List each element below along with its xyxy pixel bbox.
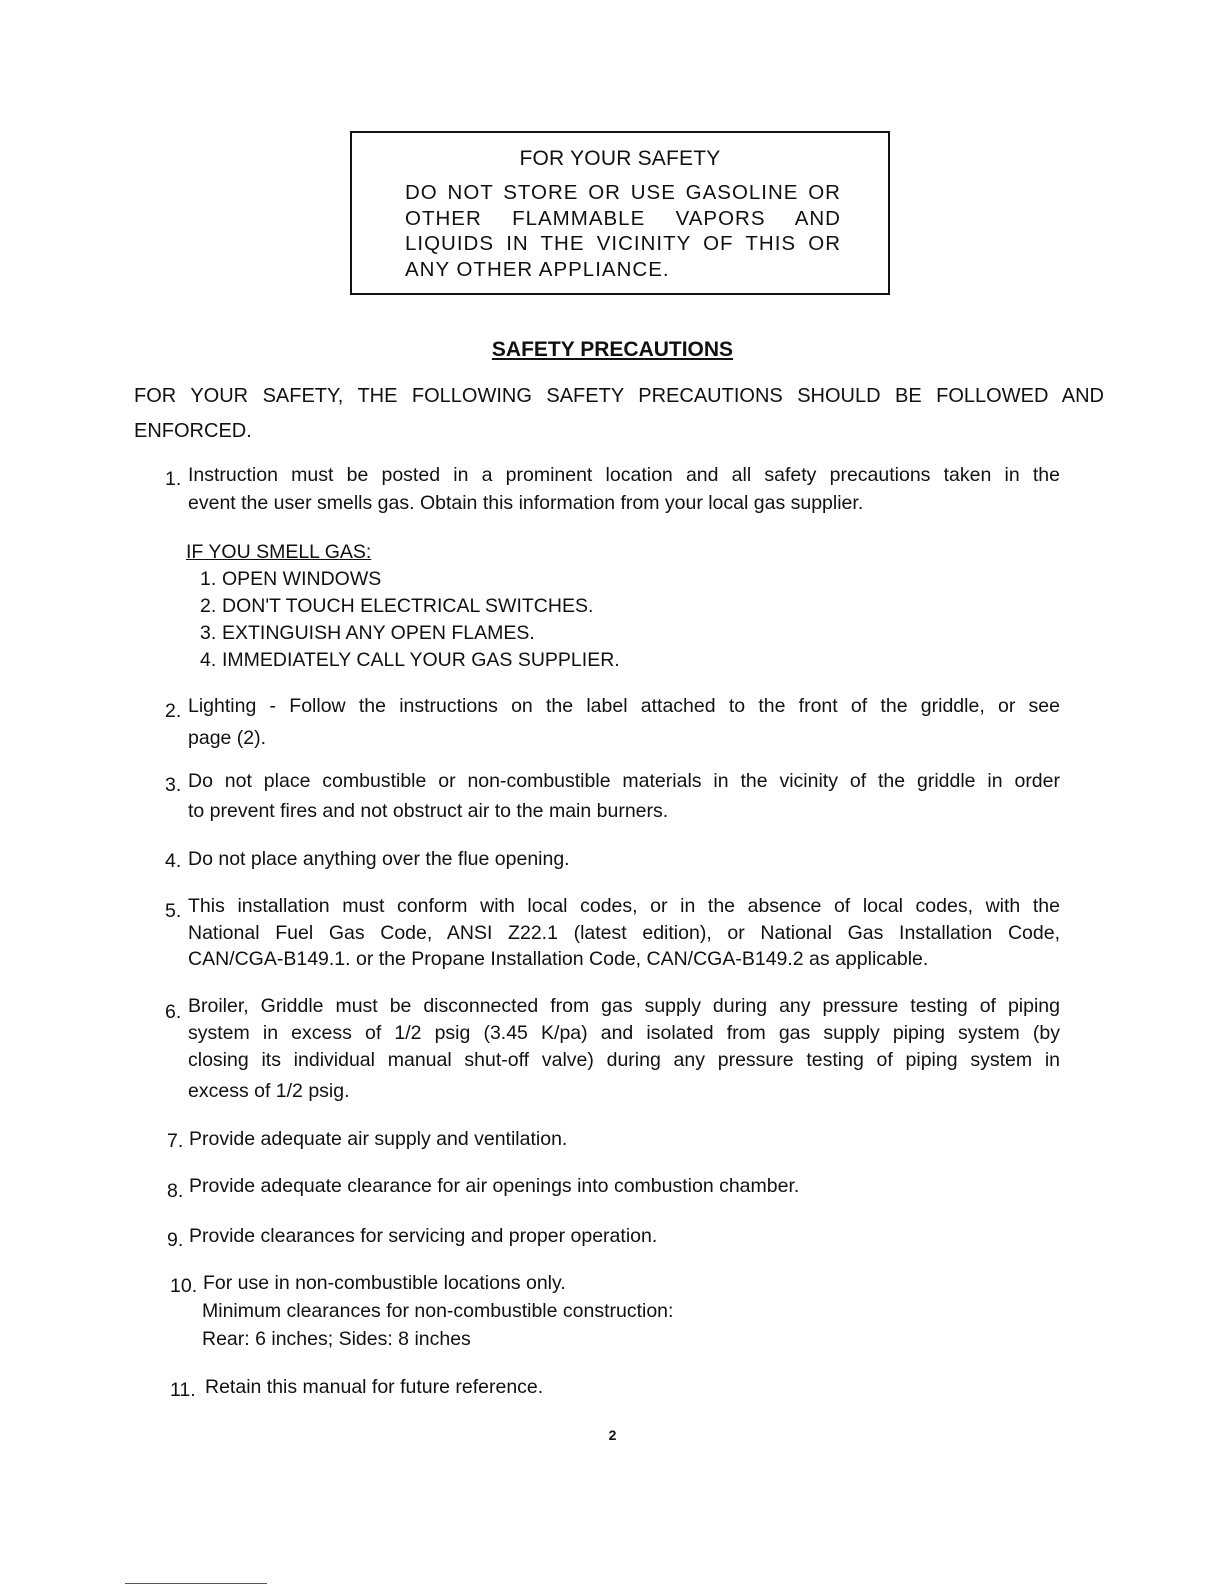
item-4-line: Do not place anything over the flue opening.: [188, 848, 570, 870]
item-5-line: CAN/CGA-B149.1. or the Propane Installation Code, CAN/CGA-B149.2 as applicable.: [188, 948, 929, 970]
item-6-line: Broiler, Griddle must be disconnected from gas supply during any pressure testing of piping: [188, 995, 1060, 1017]
safety-box-title: FOR YOUR SAFETY: [519, 147, 721, 170]
item-1-line: event the user smells gas. Obtain this information from your local gas supplier.: [188, 492, 864, 514]
safety-warning-box: [350, 131, 890, 295]
item-number: 9.: [167, 1229, 184, 1251]
smell-gas-heading: IF YOU SMELL GAS:: [186, 541, 372, 563]
footnote-rule: [125, 1583, 267, 1584]
smell-step-number: 3.: [200, 622, 217, 644]
intro-line: ENFORCED.: [134, 420, 252, 442]
item-number: 5.: [165, 900, 182, 922]
item-number: 3.: [165, 774, 182, 796]
item-number: 6.: [165, 1001, 182, 1023]
item-number: 2.: [165, 700, 182, 722]
item-11-line: Retain this manual for future reference.: [205, 1376, 544, 1398]
item-3-line: to prevent fires and not obstruct air to the main burners.: [188, 800, 669, 822]
item-10-line: Minimum clearances for non-combustible construction:: [202, 1300, 674, 1322]
item-1-line: Instruction must be posted in a prominent location and all safety precautions taken in the: [188, 464, 1060, 486]
item-2-line: page (2).: [188, 727, 267, 749]
item-number: 11.: [170, 1379, 196, 1401]
page-number: 2: [608, 1427, 617, 1443]
safety-box-line: OTHER FLAMMABLE VAPORS AND: [405, 207, 841, 230]
safety-box-line: LIQUIDS IN THE VICINITY OF THIS OR: [405, 232, 841, 255]
item-5-line: National Fuel Gas Code, ANSI Z22.1 (latest edition), or National Gas Installation Code,: [188, 922, 1060, 944]
smell-step: EXTINGUISH ANY OPEN FLAMES.: [222, 622, 535, 644]
safety-box-line: DO NOT STORE OR USE GASOLINE OR: [405, 181, 841, 204]
smell-step-number: 2.: [200, 595, 217, 617]
item-number: 4.: [165, 850, 182, 872]
smell-step: IMMEDIATELY CALL YOUR GAS SUPPLIER.: [222, 649, 620, 671]
item-9-line: Provide clearances for servicing and proper operation.: [189, 1225, 658, 1247]
item-10-line: Rear: 6 inches; Sides: 8 inches: [202, 1328, 471, 1350]
item-number: 8.: [167, 1180, 184, 1202]
item-number: 10.: [170, 1275, 198, 1297]
smell-step-number: 1.: [200, 568, 217, 590]
item-7-line: Provide adequate air supply and ventilation.: [189, 1128, 568, 1150]
smell-step-number: 4.: [200, 649, 217, 671]
item-10-line: For use in non-combustible locations only.: [203, 1272, 566, 1294]
item-3-line: Do not place combustible or non-combustible materials in the vicinity of the griddle in order: [188, 770, 1060, 792]
smell-step: DON'T TOUCH ELECTRICAL SWITCHES.: [222, 595, 594, 617]
section-heading: SAFETY PRECAUTIONS: [491, 338, 734, 361]
safety-box-line: ANY OTHER APPLIANCE.: [405, 258, 670, 281]
item-2-line: Lighting - Follow the instructions on the label attached to the front of the griddle, or see: [188, 695, 1060, 717]
item-5-line: This installation must conform with local codes, or in the absence of local codes, with the: [188, 895, 1060, 917]
item-number: 1.: [165, 468, 182, 490]
intro-line: FOR YOUR SAFETY, THE FOLLOWING SAFETY PRECAUTIONS SHOULD BE FOLLOWED AND: [134, 385, 1104, 407]
smell-step: OPEN WINDOWS: [222, 568, 382, 590]
item-8-line: Provide adequate clearance for air openings into combustion chamber.: [189, 1175, 800, 1197]
item-6-line: closing its individual manual shut-off valve) during any pressure testing of piping system in: [188, 1049, 1060, 1071]
item-6-line: system in excess of 1/2 psig (3.45 K/pa) and isolated from gas supply piping system (by: [188, 1022, 1060, 1044]
item-number: 7.: [167, 1130, 184, 1152]
item-6-line: excess of 1/2 psig.: [188, 1080, 350, 1102]
